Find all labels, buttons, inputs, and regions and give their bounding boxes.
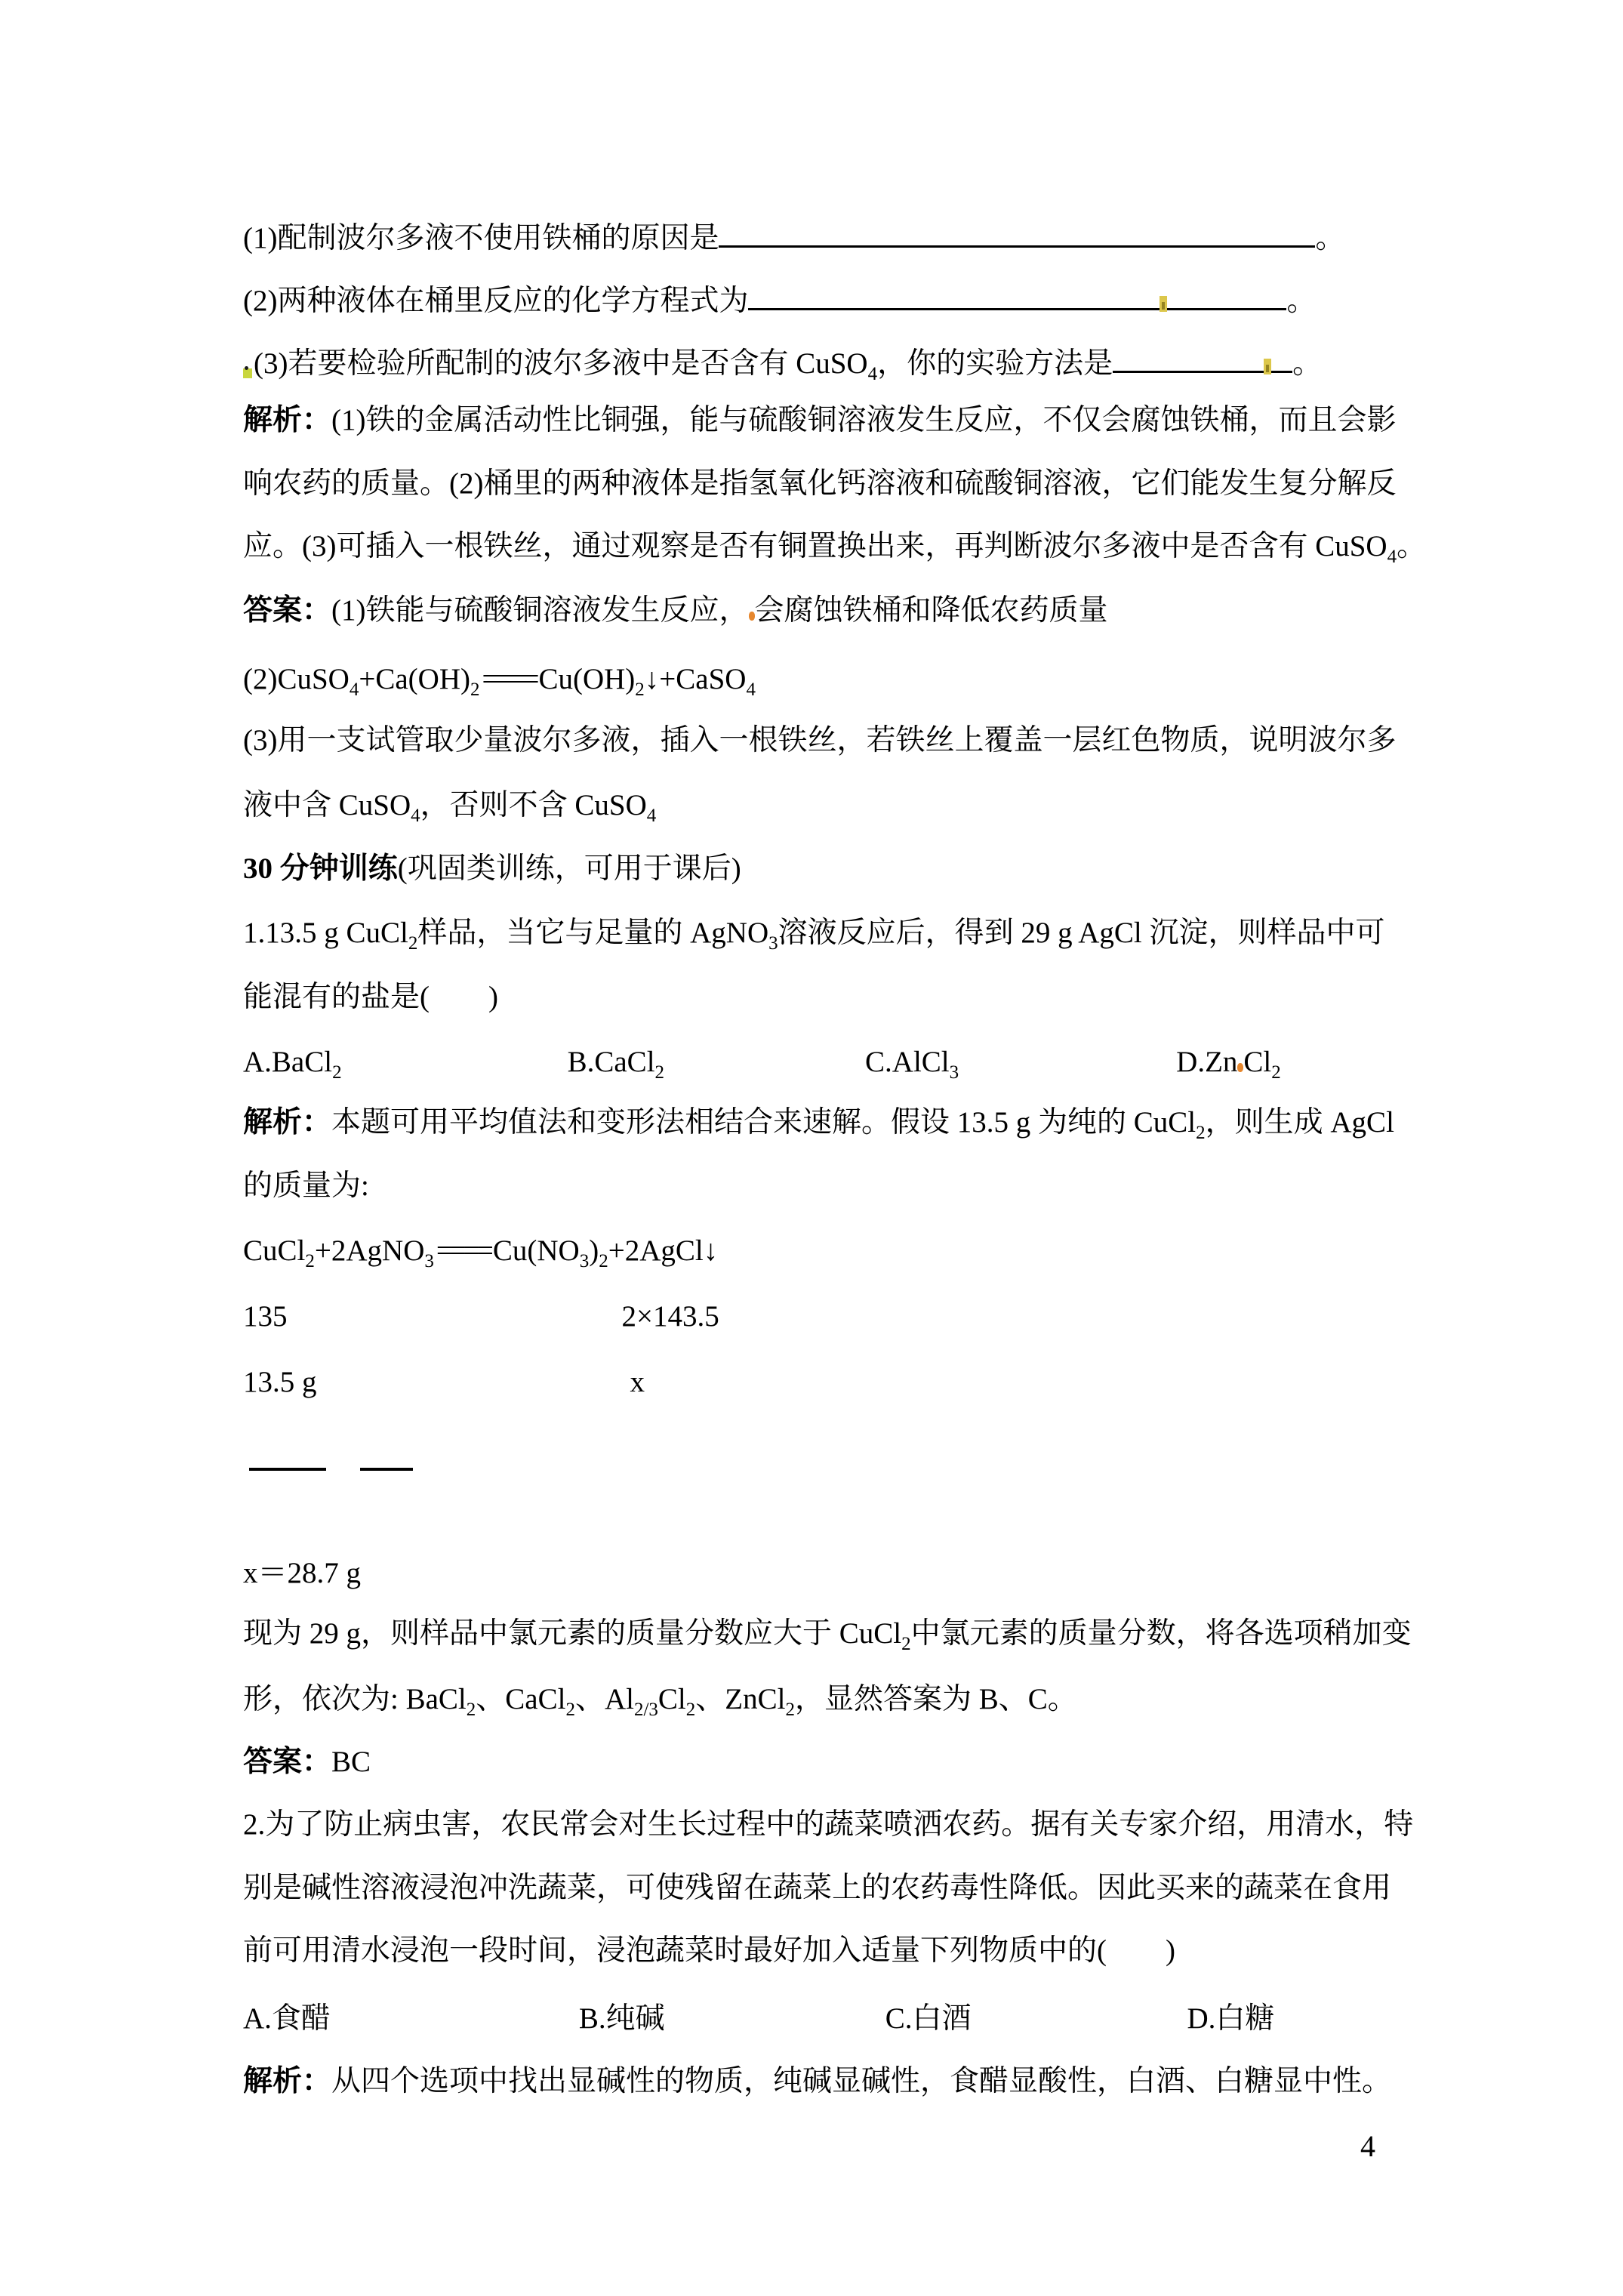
text-run: 、CaCl — [476, 1683, 566, 1715]
page-number: 4 — [1360, 2129, 1375, 2163]
subscript: 2 — [785, 1699, 795, 1720]
subscript: 2 — [635, 679, 645, 700]
subscript: 3 — [579, 1250, 590, 1271]
text-run: A.食醋 — [243, 2002, 331, 2035]
subscript: 2 — [305, 1250, 315, 1271]
text-run: C.白酒 — [885, 2002, 972, 2035]
orange-highlight-mark — [749, 612, 755, 621]
subscript: 4 — [746, 679, 756, 700]
text-run: ) — [589, 1234, 599, 1267]
text-run: ，显然答案为 B、C。 — [794, 1683, 1077, 1715]
ratio-row-mass — [243, 1363, 645, 1402]
text-run: 形，依次为: BaCl — [243, 1683, 467, 1715]
text-run: D.Zn — [1176, 1046, 1238, 1078]
text-run: B.CaCl — [567, 1046, 655, 1078]
text-run: 13.5 g — [243, 1366, 317, 1398]
text-run: 解析： — [243, 2065, 332, 2097]
subscript: 2 — [1271, 1062, 1281, 1083]
answer-line-3b — [243, 786, 656, 825]
text-run: (3)用一支试管取少量波尔多液，插入一根铁丝，若铁丝上覆盖一层红色物质，说明波尔多 — [243, 724, 1397, 757]
text-run: 应。(3)可插入一根铁丝，通过观察是否有铜置换出来，再判断波尔多液中是否含有 CuSO — [243, 530, 1387, 562]
text-run: 。 — [1286, 285, 1317, 317]
text-run: 样品，当它与足量的 AgNO — [417, 917, 769, 949]
text-run: (3)若要检验所配制的波尔多液中是否含有 CuSO — [254, 347, 868, 380]
chemical-equation-2 — [243, 1231, 718, 1271]
question1-options — [243, 1043, 1281, 1082]
text-run: 溶液反应后，得到 29 g AgCl 沉淀，则样品中可 — [778, 917, 1385, 949]
q-blank-line-2 — [243, 276, 1317, 321]
subscript: 2 — [470, 679, 480, 700]
subscript: 4 — [411, 805, 420, 826]
text-run: ↓+CaSO — [644, 663, 747, 695]
text-run: +Ca(OH) — [359, 663, 470, 695]
text-run: Cu(OH) — [538, 663, 636, 695]
q1-answer-line — [243, 1743, 371, 1782]
text-run: (2)两种液体在桶里反应的化学方程式为 — [243, 285, 749, 317]
equals-sign: ==== — [482, 663, 537, 695]
answer-blank — [719, 214, 1315, 248]
text-run: 现为 29 g，则样品中氯元素的质量分数应大于 CuCl — [243, 1617, 902, 1650]
subscript: 2 — [599, 1250, 608, 1271]
subscript: 2 — [332, 1062, 342, 1083]
text-run: B.纯碱 — [578, 2002, 665, 2035]
text-run: Cu(NO — [492, 1234, 580, 1267]
text-run: 。 — [1315, 222, 1345, 254]
q-blank-line-1 — [243, 214, 1345, 258]
subscript: 2 — [901, 1633, 911, 1654]
answer-blank — [1167, 276, 1286, 310]
text-run: 2×143.5 — [621, 1300, 719, 1333]
analysis-line-1 — [243, 401, 1397, 440]
text-run: ，你的实验方法是 — [877, 347, 1113, 380]
subscript: 4 — [349, 679, 359, 700]
subscript: 3 — [768, 932, 778, 954]
text-run: 、Al — [574, 1683, 634, 1715]
text-run: 能混有的盐是( ) — [243, 981, 498, 1013]
q1-analysis-line-1 — [243, 1103, 1394, 1142]
text-run: (巩固类训练，可用于课后) — [397, 852, 741, 885]
analysis-line-3 — [243, 527, 1426, 566]
text-run: 2.为了防止病虫害，农民常会对生长过程中的蔬菜喷洒农药。据有关专家介绍，用清水，特 — [243, 1808, 1414, 1841]
text-run: (1)铁能与硫酸铜溶液发生反应， — [331, 594, 749, 627]
subscript: 2 — [466, 1699, 476, 1720]
analysis-line-2 — [243, 464, 1396, 504]
text-run: (1)配制波尔多液不使用铁桶的原因是 — [243, 222, 719, 254]
result-line — [243, 1554, 361, 1593]
text-run: 前可用清水浸泡一段时间，浸泡蔬菜时最好加入适量下列物质中的( ) — [243, 1934, 1175, 1967]
q1-analysis-line-2 — [243, 1166, 369, 1206]
text-run: 解析： — [243, 1106, 332, 1139]
answer-line-1 — [243, 591, 1108, 630]
question1-line-2 — [243, 978, 498, 1017]
text-run: 30 分钟训练 — [243, 852, 398, 885]
subscript: 2 — [565, 1699, 575, 1720]
text-run: ，否则不含 CuSO — [420, 789, 647, 821]
subscript: 2 — [1196, 1122, 1206, 1143]
subscript: 3 — [949, 1062, 959, 1083]
question2-line-1 — [243, 1805, 1413, 1845]
text-run: 本题可用平均值法和变形法相结合来速解。假设 13.5 g 为纯的 CuCl — [331, 1106, 1196, 1139]
subscript: 2/3 — [633, 1699, 658, 1720]
answer-blank — [1113, 339, 1264, 373]
training-heading — [243, 849, 741, 889]
text-run: x＝28.7 g — [243, 1557, 362, 1589]
subscript: 3 — [424, 1250, 434, 1271]
equals-sign: ==== — [436, 1234, 491, 1267]
answer-line-3a — [243, 721, 1396, 760]
text-run: 响农药的质量。(2)桶里的两种液体是指氢氧化钙溶液和硫酸铜溶液，它们能发生复分解反 — [243, 467, 1397, 500]
question1-line-1 — [243, 914, 1385, 953]
q1-analysis-line-3 — [243, 1614, 1412, 1653]
fraction-bars — [243, 1442, 413, 1481]
text-run: 解析： — [243, 404, 332, 436]
answer-blank — [1271, 339, 1292, 373]
subscript: 2 — [654, 1062, 665, 1083]
text-run: ，则生成 AgCl — [1205, 1106, 1394, 1139]
text-run: A.BaCl — [243, 1046, 333, 1078]
text-run: CuCl — [243, 1234, 306, 1267]
text-run: 135 — [243, 1300, 288, 1333]
text-run: 。 — [1292, 347, 1323, 380]
q-blank-line-3 — [243, 339, 1322, 384]
subscript: 4 — [867, 363, 878, 384]
text-run: 答案： — [243, 594, 332, 627]
text-run: 中氯元素的质量分数，将各选项稍加变 — [910, 1617, 1412, 1650]
text-run: +2AgCl↓ — [608, 1234, 719, 1267]
dotyellow-highlight-mark — [243, 368, 252, 378]
fraction-bar — [360, 1468, 413, 1471]
subscript: 4 — [646, 805, 657, 826]
question2-line-3 — [243, 1931, 1175, 1971]
yellow-highlight-mark — [1160, 296, 1167, 312]
text-run: BC — [331, 1746, 371, 1778]
text-run: 从四个选项中找出显碱性的物质，纯碱显碱性，食醋显酸性，白酒、白糖显中性。 — [331, 2065, 1392, 2097]
chemical-equation-1 — [243, 660, 756, 699]
subscript: 4 — [1387, 546, 1397, 567]
text-run: 。 — [1397, 530, 1427, 562]
subscript: 2 — [685, 1699, 696, 1720]
text-run: 1.13.5 g CuCl — [243, 917, 408, 949]
subscript: 2 — [408, 932, 418, 954]
text-run: x — [630, 1366, 645, 1398]
text-run: 、ZnCl — [695, 1683, 786, 1715]
fraction-bar — [249, 1468, 326, 1471]
text-run: (1)铁的金属活动性比铜强，能与硫酸铜溶液发生反应，不仅会腐蚀铁桶，而且会影 — [331, 404, 1397, 436]
text-run: 液中含 CuSO — [243, 789, 411, 821]
text-run: 会腐蚀铁桶和降低农药质量 — [754, 594, 1108, 627]
text-run: 的质量为: — [243, 1170, 369, 1202]
q1-analysis-line-4 — [243, 1680, 1077, 1719]
text-run: D.白糖 — [1187, 2002, 1275, 2035]
text-run: C.AlCl — [865, 1046, 950, 1078]
answer-blank — [748, 276, 1160, 310]
question2-line-2 — [243, 1869, 1391, 1908]
text-run: +2AgNO — [314, 1234, 425, 1267]
ratio-row-molar — [243, 1297, 719, 1336]
text-run: 答案： — [243, 1746, 332, 1778]
text-run: 别是碱性溶液浸泡冲洗蔬菜，可使残留在蔬菜上的农药毒性降低。因此买来的蔬菜在食用 — [243, 1872, 1392, 1904]
text-run: Cl — [658, 1683, 686, 1715]
yellow-highlight-mark — [1264, 359, 1271, 374]
text-run: (2)CuSO — [243, 663, 350, 695]
text-run: Cl — [1243, 1046, 1272, 1078]
q2-analysis-line — [243, 2062, 1391, 2101]
question2-options — [243, 1999, 1274, 2039]
